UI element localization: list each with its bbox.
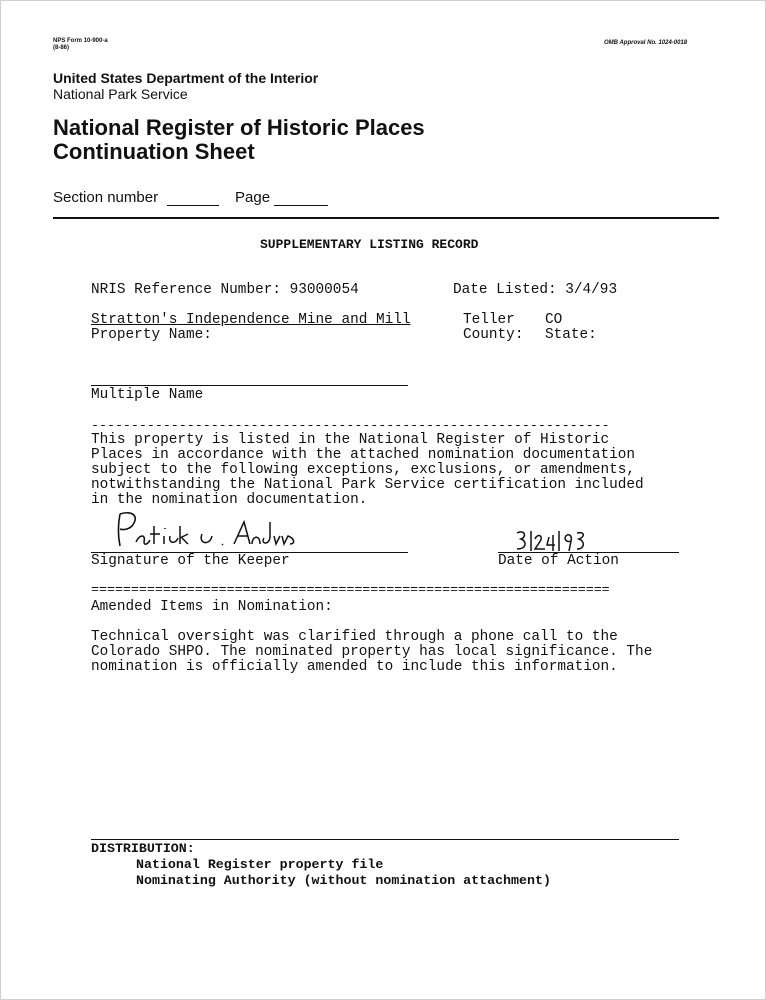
property-name-value: Stratton's Independence Mine and Mill	[91, 312, 411, 328]
amended-text-line: Colorado SHPO. The nominated property has local significance. The	[91, 644, 653, 660]
distribution-rule	[91, 839, 679, 840]
county-value: Teller	[463, 312, 515, 328]
date-of-action-handwritten	[515, 527, 595, 555]
multiple-name-blank	[91, 385, 408, 386]
nris-reference: NRIS Reference Number: 93000054	[91, 282, 359, 298]
dashed-separator: -----------------------------------------------------------------	[91, 418, 610, 433]
department-name: United States Department of the Interior	[53, 70, 319, 86]
form-date: (8-86)	[53, 45, 70, 51]
form-title: National Register of Historic Places	[53, 115, 425, 140]
date-of-action-label: Date of Action	[498, 553, 619, 569]
amended-heading: Amended Items in Nomination:	[91, 599, 333, 615]
form-number: NPS Form 10-900-a	[53, 38, 108, 44]
keeper-signature	[110, 508, 310, 554]
multiple-name-label: Multiple Name	[91, 387, 204, 403]
omb-approval: OMB Approval No. 1024-0018	[604, 40, 688, 46]
amended-text-line: Technical oversight was clarified through a phone call to the	[91, 629, 618, 645]
amended-text-line: nomination is officially amended to include this information.	[91, 659, 618, 675]
state-value: CO	[545, 312, 563, 328]
statement-line: subject to the following exceptions, exclusions, or amendments,	[91, 462, 636, 478]
header-rule	[53, 217, 719, 219]
property-name-label: Property Name:	[91, 327, 212, 343]
signature-label: Signature of the Keeper	[91, 553, 290, 569]
distribution-item: Nominating Authority (without nomination attachment)	[136, 873, 551, 888]
double-separator: =================================================================	[91, 582, 610, 597]
statement-line: notwithstanding the National Park Service certification included	[91, 477, 644, 493]
statement-line: This property is listed in the National Register of Historic	[91, 432, 610, 448]
date-listed: Date Listed: 3/4/93	[453, 282, 618, 298]
section-number-label: Section number	[53, 189, 159, 206]
section-number-blank	[167, 205, 219, 206]
record-heading: SUPPLEMENTARY LISTING RECORD	[260, 237, 479, 252]
distribution-heading: DISTRIBUTION:	[91, 841, 195, 856]
state-label: State:	[545, 327, 597, 343]
page-number-blank	[274, 205, 328, 206]
statement-line: Places in accordance with the attached nomination documentation	[91, 447, 636, 463]
distribution-item: National Register property file	[136, 857, 384, 872]
service-name: National Park Service	[53, 86, 188, 102]
statement-line: in the nomination documentation.	[91, 492, 368, 508]
page-label: Page	[235, 189, 271, 206]
form-subtitle: Continuation Sheet	[53, 139, 255, 164]
county-label: County:	[463, 327, 524, 343]
